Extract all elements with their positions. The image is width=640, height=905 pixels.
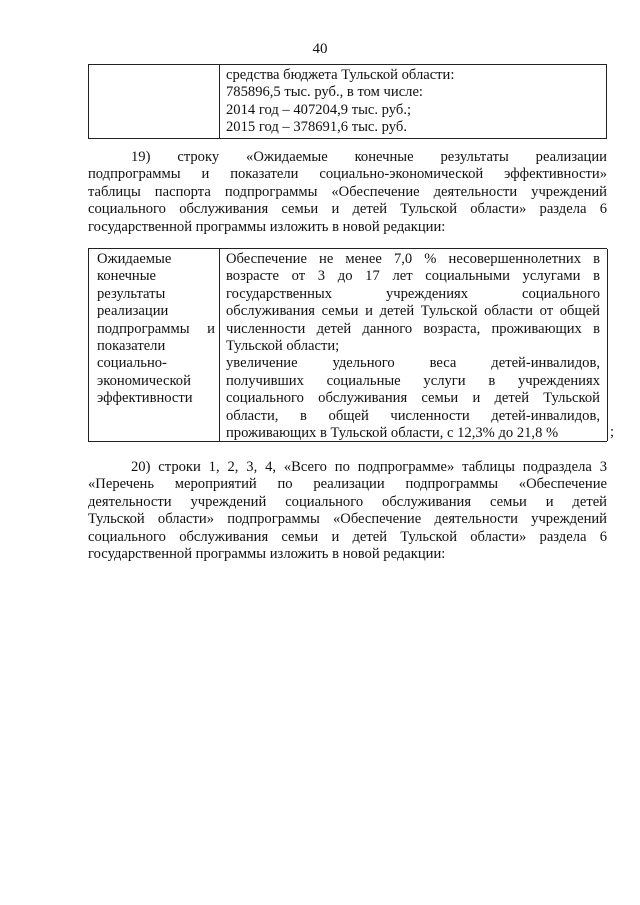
- column-divider: [219, 65, 220, 138]
- header-line: реализации: [97, 303, 169, 320]
- text-line: «Перечень мероприятий по реализации подпрограммы «Обеспечение: [88, 476, 607, 493]
- header-line: конечные: [97, 268, 157, 285]
- text-line: государственной программы изложить в новой редакции:: [88, 218, 446, 235]
- header-line: экономической: [97, 372, 191, 389]
- budget-line: 2014 год – 407204,9 тыс. руб.;: [226, 101, 412, 118]
- value-line: проживающих в Тульской области, с 12,3% до 21,8 %: [226, 424, 559, 441]
- value-line: численности детей данного возраста, проживающих в: [226, 320, 600, 337]
- expected-results-table: [88, 248, 607, 442]
- text-line: социального обслуживания семьи и детей Тульской области» раздела 6: [88, 528, 607, 545]
- value-line: обслуживания семьи и детей Тульской области от общей: [226, 303, 600, 320]
- item-20-paragraph: [88, 459, 607, 563]
- budget-line: 785896,5 тыс. руб., в том числе:: [226, 84, 423, 101]
- text-line: 19) строку «Ожидаемые конечные результаты реализации: [131, 149, 607, 165]
- value-line: Тульской области;: [226, 337, 340, 354]
- column-divider: [219, 249, 220, 441]
- text-line: Тульской области» подпрограммы «Обеспечение деятельности учреждений: [88, 511, 607, 528]
- header-line: показатели: [97, 337, 166, 354]
- header-line: подпрограммы и: [97, 320, 215, 337]
- value-line: возрасте от 3 до 17 лет социальными услугами в: [226, 268, 600, 285]
- text-line: деятельности учреждений социального обслуживания семьи и детей: [88, 493, 607, 510]
- header-line: Ожидаемые: [97, 251, 172, 267]
- budget-line: 2015 год – 378691,6 тыс. руб.: [226, 119, 407, 136]
- text-line: социального обслуживания семьи и детей Тульской области» раздела 6: [88, 201, 607, 218]
- header-line: эффективности: [97, 390, 193, 407]
- budget-line: средства бюджета Тульской области:: [226, 67, 455, 83]
- text-line: государственной программы изложить в новой редакции:: [88, 545, 446, 562]
- header-line: социально-: [97, 355, 167, 372]
- value-line: государственных учреждениях социального: [226, 285, 600, 302]
- semicolon: ;: [610, 424, 615, 440]
- value-line: социального обслуживания семьи и детей Тульской: [226, 390, 600, 407]
- text-line: 20) строки 1, 2, 3, 4, «Всего по подпрограмме» таблицы подраздела 3: [131, 459, 607, 475]
- header-line: результаты: [97, 285, 166, 302]
- value-cell: [226, 251, 600, 442]
- value-line: Обеспечение не менее 7,0 % несовершеннолетних в: [226, 251, 600, 267]
- right-border: [607, 249, 608, 441]
- value-line: области, в общей численности детей-инвалидов,: [226, 407, 600, 424]
- text-line: таблицы паспорта подпрограммы «Обеспечение деятельности учреждений: [88, 183, 607, 200]
- page-number: 40: [312, 41, 328, 57]
- budget-cell: [226, 67, 598, 137]
- row-header-cell: [97, 251, 215, 408]
- text-line: подпрограммы и показатели социально-экономической эффективности»: [88, 166, 607, 183]
- budget-table: [88, 64, 607, 139]
- value-line: увеличение удельного веса детей-инвалидов,: [226, 355, 600, 372]
- value-line: получивших социальные услуги в учреждениях: [226, 372, 600, 389]
- item-19-paragraph: [88, 149, 607, 236]
